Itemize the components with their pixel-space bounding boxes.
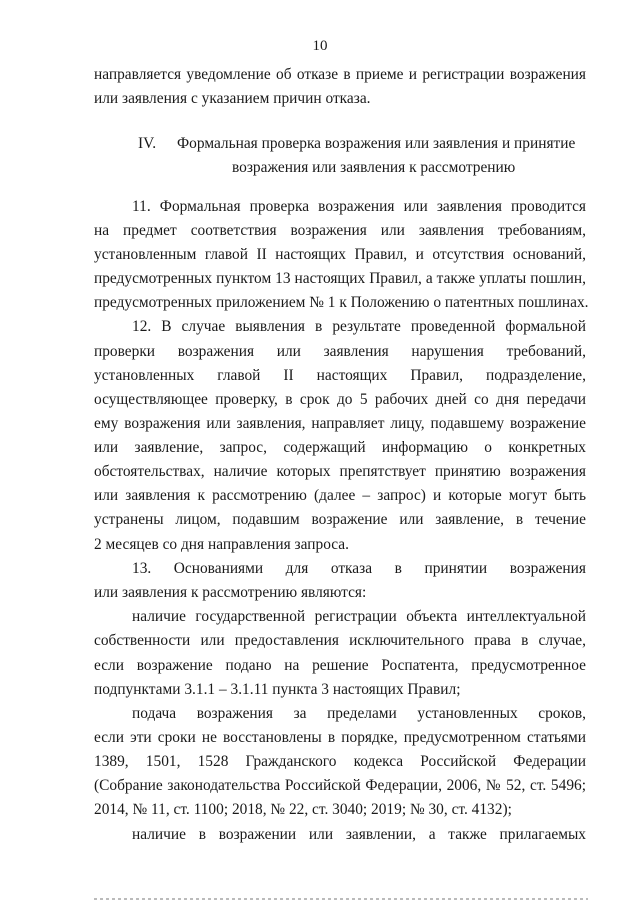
text-line: осуществляющее проверку, в срок до 5 рабочих дней со дня передачи <box>94 391 586 408</box>
text-line: 12. В случае выявления в результате проведенной формальной <box>132 318 586 335</box>
text-line: 2 месяцев со дня направления запроса. <box>94 536 349 553</box>
text-line: или заявление, запрос, содержащий информацию о конкретных <box>94 439 586 456</box>
section-title-line-1: Формальная проверка возражения или заявления и принятие <box>177 135 576 152</box>
text-line: направляется уведомление об отказе в приеме и регистрации возражения <box>94 66 586 83</box>
text-line: 2014, № 11, ст. 1100; 2018, № 22, ст. 3040; 2019; № 30, ст. 4132); <box>94 801 512 818</box>
scan-edge-line <box>94 898 588 900</box>
text-line: подача возражения за пределами установленных сроков, <box>132 705 586 722</box>
text-line: подпунктами 3.1.1 – 3.1.11 пункта 3 настоящих Правил; <box>94 681 461 698</box>
text-line: устранены лицом, подавшим возражение или заявление, в течение <box>94 511 586 528</box>
text-line: установленных главой II настоящих Правил, подразделение, <box>94 367 586 384</box>
text-line: или заявления с указанием причин отказа. <box>94 90 371 107</box>
text-line: предусмотренных пунктом 13 настоящих Правил, а также уплаты пошлин, <box>94 270 586 287</box>
text-line: установленным главой II настоящих Правил, и отсутствия оснований, <box>94 246 586 263</box>
text-line: или заявления к рассмотрению (далее – запрос) и которые могут быть <box>94 487 586 504</box>
text-line: предусмотренных приложением № 1 к Положению о патентных пошлинах. <box>94 294 589 311</box>
text-line: наличие государственной регистрации объекта интеллектуальной <box>132 608 586 625</box>
text-line: 11. Формальная проверка возражения или заявления проводится <box>132 198 586 215</box>
text-line: ему возражения или заявления, направляет лицу, подавшему возражение <box>94 415 586 432</box>
text-line: если эти сроки не восстановлены в порядке, предусмотренном статьями <box>94 729 586 746</box>
text-line: 1389, 1501, 1528 Гражданского кодекса Российской Федерации <box>94 753 586 770</box>
text-line: собственности или предоставления исключительного права в случае, <box>94 632 586 649</box>
section-title-line-2: возражения или заявления к рассмотрению <box>232 159 516 176</box>
text-line: проверки возражения или заявления нарушения требований, <box>94 343 586 360</box>
text-line: наличие в возражении или заявлении, а также прилагаемых <box>132 826 586 843</box>
text-line: 13. Основаниями для отказа в принятии возражения <box>132 560 586 577</box>
text-line: если возражение подано на решение Роспатента, предусмотренное <box>94 657 586 674</box>
text-line: на предмет соответствия возражения или заявления требованиям, <box>94 222 586 239</box>
text-line: или заявления к рассмотрению являются: <box>94 584 367 601</box>
text-line: обстоятельствах, наличие которых препятствует принятию возражения <box>94 463 586 480</box>
section-numeral: IV. <box>138 135 157 152</box>
page-number: 10 <box>312 38 328 54</box>
text-line: (Собрание законодательства Российской Федерации, 2006, № 52, ст. 5496; <box>94 777 586 794</box>
